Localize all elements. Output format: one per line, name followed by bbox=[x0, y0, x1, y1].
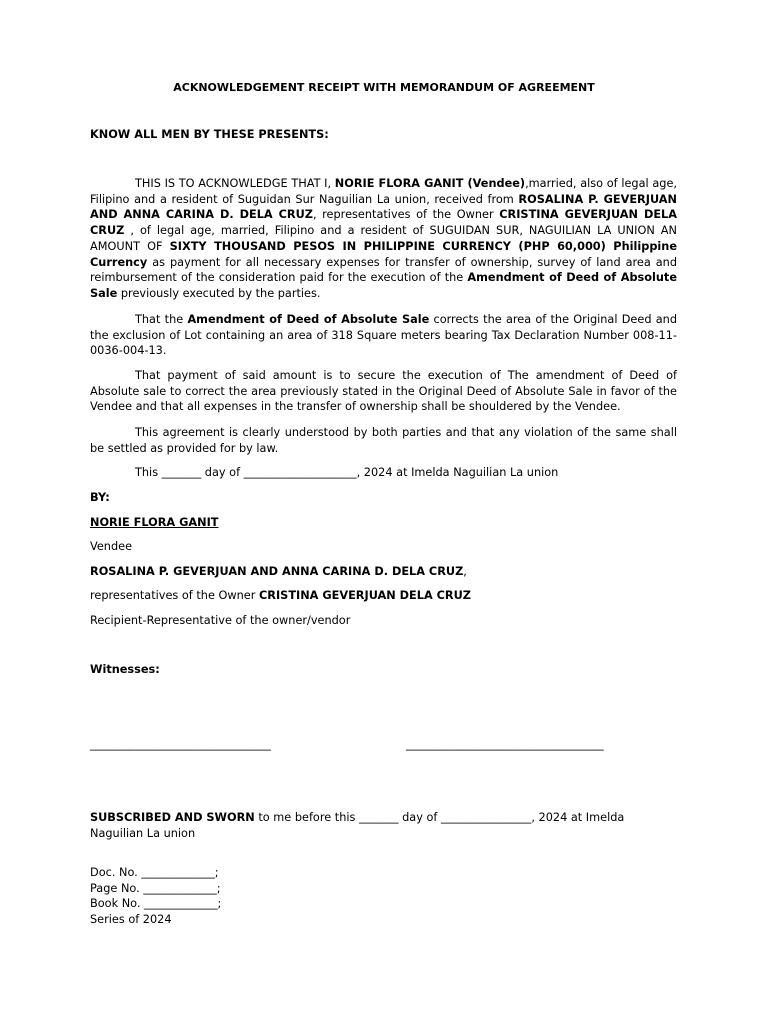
representatives-names: ROSALINA P. GEVERJUAN AND ANNA CARINA D. DELA CRUZ bbox=[90, 565, 464, 578]
p1-text-3: , representatives of the Owner bbox=[312, 208, 500, 222]
paragraph-agreement: This agreement is clearly understood by both parties and that any violation of the same shall be settled as provided for by law. bbox=[90, 426, 677, 455]
recipient-role: Recipient-Representative of the owner/vendor bbox=[90, 614, 351, 627]
amount-bold: SIXTY THOUSAND PESOS IN PHILIPPINE CURRENCY (PHP 60,000) Philippine Currency bbox=[90, 239, 677, 269]
notarial-register bbox=[90, 865, 677, 928]
p2-text-1: That the bbox=[135, 313, 188, 326]
subscribed-sworn-paragraph bbox=[90, 810, 677, 841]
representatives-bold: ROSALINA P. GEVERJUAN AND ANNA CARINA D. DELA CRUZ bbox=[90, 192, 677, 222]
p1-text-6: previously executed by the parties. bbox=[117, 286, 321, 300]
owner-name-bold: CRISTINA GEVERJUAN DELA CRUZ bbox=[90, 208, 677, 238]
subscribed-sworn-text: to me before this _______ day of ________________, 2024 at Imelda Naguilian La union bbox=[90, 811, 625, 840]
subscribed-sworn-bold: SUBSCRIBED AND SWORN bbox=[90, 811, 255, 824]
book-number: Book No. _____________; bbox=[90, 897, 222, 911]
vendee-role: Vendee bbox=[90, 540, 133, 553]
date-line: This _______ day of ____________________, 2024 at Imelda Naguilian La union bbox=[135, 466, 559, 479]
opening-line: KNOW ALL MEN BY THESE PRESENTS: bbox=[90, 128, 329, 141]
vendee-signature-name: NORIE FLORA GANIT bbox=[90, 516, 219, 529]
witness-signature-line-1: ________________________________ bbox=[90, 738, 271, 751]
p1-text-4: , of legal age, married, Filipino and a resident of SUGUIDAN SUR, NAGUILIAN LA UNION AN AMOUNT OF bbox=[90, 224, 677, 253]
representatives-of-owner-line bbox=[90, 588, 677, 604]
paragraph-acknowledgement bbox=[90, 176, 677, 302]
p1-text-5: as payment for all necessary expenses for transfer of ownership, survey of land area and reimbursement of the consideration paid for the execution of the bbox=[90, 255, 677, 285]
document-title: ACKNOWLEDGEMENT RECEIPT WITH MEMORANDUM OF AGREEMENT bbox=[173, 81, 595, 94]
page-number: Page No. _____________; bbox=[90, 881, 221, 895]
witness-signature-line-2: ___________________________________ bbox=[406, 738, 604, 751]
doc-number: Doc. No. _____________; bbox=[90, 866, 219, 879]
series-year: Series of 2024 bbox=[90, 913, 172, 927]
p1-text-2: ,married, also of legal age, Filipino and a resident of Suguidan Sur Naguilian La union, received from bbox=[90, 177, 677, 206]
paragraph-amendment bbox=[90, 312, 677, 359]
amendment-title-bold: Amendment of Deed of Absolute Sale bbox=[90, 271, 677, 300]
p2-amendment-bold: Amendment of Deed of Absolute Sale bbox=[187, 313, 430, 326]
by-label: BY: bbox=[90, 491, 110, 504]
witnesses-label: Witnesses: bbox=[90, 663, 160, 676]
p2-text-2: corrects the area of the Original Deed and the exclusion of Lot containing an area of 318 Square meters bearing Tax Declaration Number 008-11-0036-004-13. bbox=[90, 313, 677, 358]
representatives-of-owner-text: representatives of the Owner bbox=[90, 589, 259, 602]
vendee-name-bold: NORIE FLORA GANIT (Vendee) bbox=[334, 177, 526, 190]
representatives-signature-line bbox=[90, 564, 677, 580]
p1-text-1: THIS IS TO ACKNOWLEDGE THAT I, bbox=[135, 177, 335, 190]
paragraph-payment: That payment of said amount is to secure the execution of The amendment of Deed of Absolute sale to correct the area previously stated in the Original Deed of Absolute Sale in favor of the Vendee and that all expenses in the transfer of ownership shall be shouldered by the Vendee. bbox=[90, 369, 677, 414]
owner-name: CRISTINA GEVERJUAN DELA CRUZ bbox=[258, 589, 471, 602]
representatives-comma: , bbox=[463, 565, 467, 578]
